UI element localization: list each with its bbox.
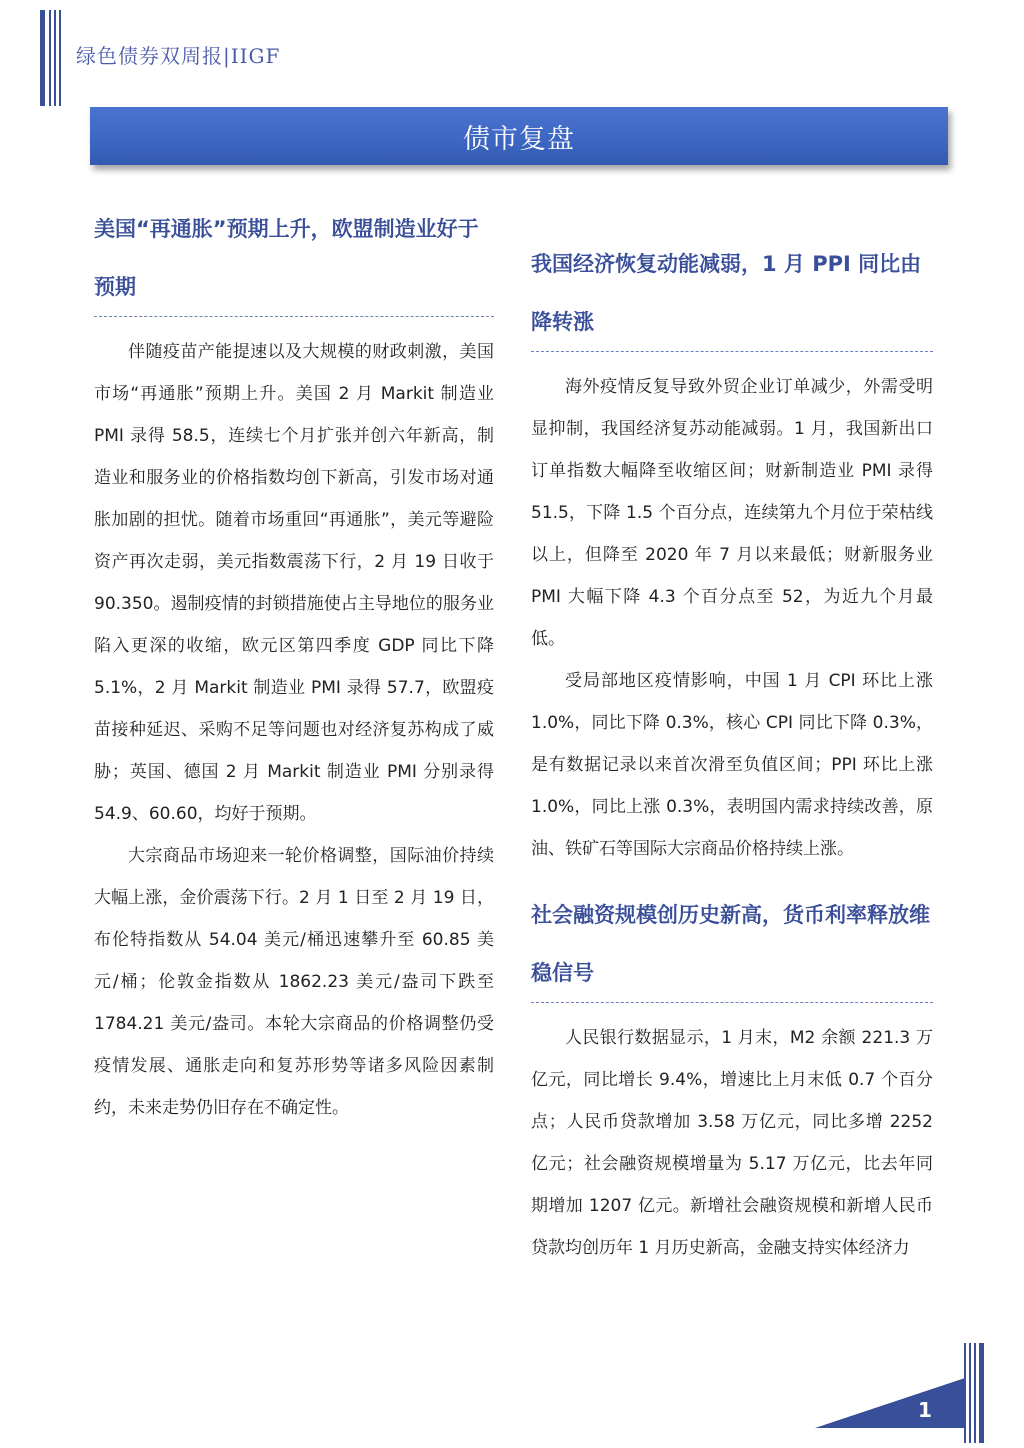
page-number: 1 [918,1398,932,1422]
section-title-social-financing: 社会融资规模创历史新高，货币利率释放维稳信号 [531,903,930,985]
paragraph: 人民银行数据显示，1 月末，M2 余额 221.3 万亿元，同比增长 9.4%，增速比上月末低 0.7 个百分点；人民币贷款增加 3.58 万亿元，同比多增 2252 亿元；社会融资规模增量为 5.17 万亿元，比去年同期增加 1207 亿元。新增社会融资规模和新增人民币贷款均创历年 1 月历史新高，金融支持实体经济力 [531,1028,933,1258]
paragraph: 海外疫情反复导致外贸企业订单减少，外需受明显抑制，我国经济复苏动能减弱。1 月，我国新出口订单指数大幅降至收缩区间；财新制造业 PMI 录得 51.5，下降 1.5 个百分点，连续第九个月位于荣枯线以上，但降至 2020 年 7 月以来最低；财新服务业 PMI 大幅下降 4.3 个百分点至 52，为近九个月最低。 [531,377,933,649]
right-decorative-bars [964,1343,986,1443]
left-decorative-bars [40,10,62,106]
page-number-triangle [815,1378,965,1428]
section-divider [531,351,933,352]
right-column [531,235,933,1269]
report-header-title: 绿色债券双周报|IIGF [76,44,281,68]
section-divider [94,316,494,317]
section-divider [531,1002,933,1003]
section-title-us-reinflation: 美国“再通胀”预期上升，欧盟制造业好于预期 [94,217,479,299]
paragraph: 大宗商品市场迎来一轮价格调整，国际油价持续大幅上涨，金价震荡下行。2 月 1 日至 2 月 19 日，布伦特指数从 54.04 美元/桶迅速攀升至 60.85 美元/桶；伦敦金指数从 1862.23 美元/盎司下跌至 1784.21 美元/盎司。本轮大宗商品的价格调整仍受疫情发展、通胀走向和复苏形势等诸多风险因素制约，未来走势仍旧存在不确定性。 [94,846,494,1118]
paragraph: 受局部地区疫情影响，中国 1 月 CPI 环比上涨 1.0%，同比下降 0.3%，核心 CPI 同比下降 0.3%，是有数据记录以来首次滑至负值区间；PPI 环比上涨 1.0%，同比上涨 0.3%，表明国内需求持续改善，原油、铁矿石等国际大宗商品价格持续上涨。 [531,671,933,859]
section-title-china-economy: 我国经济恢复动能减弱，1 月 PPI 同比由降转涨 [531,252,922,334]
section-banner [90,107,948,165]
left-column [94,200,494,1129]
banner-title: 债市复盘 [463,123,575,155]
paragraph: 伴随疫苗产能提速以及大规模的财政刺激，美国市场“再通胀”预期上升。美国 2 月 Markit 制造业 PMI 录得 58.5，连续七个月扩张并创六年新高，制造业和服务业的价格指数均创下新高，引发市场对通胀加剧的担忧。随着市场重回“再通胀”，美元等避险资产再次走弱，美元指数震荡下行，2 月 19 日收于 90.350。遏制疫情的封锁措施使占主导地位的服务业陷入更深的收缩，欧元区第四季度 GDP 同比下降 5.1%，2 月 Markit 制造业 PMI 录得 57.7，欧盟疫苗接种延迟、采购不足等问题也对经济复苏构成了威胁；英国、德国 2 月 Markit 制造业 PMI 分别录得 54.9、60.60，均好于预期。 [94,342,494,824]
